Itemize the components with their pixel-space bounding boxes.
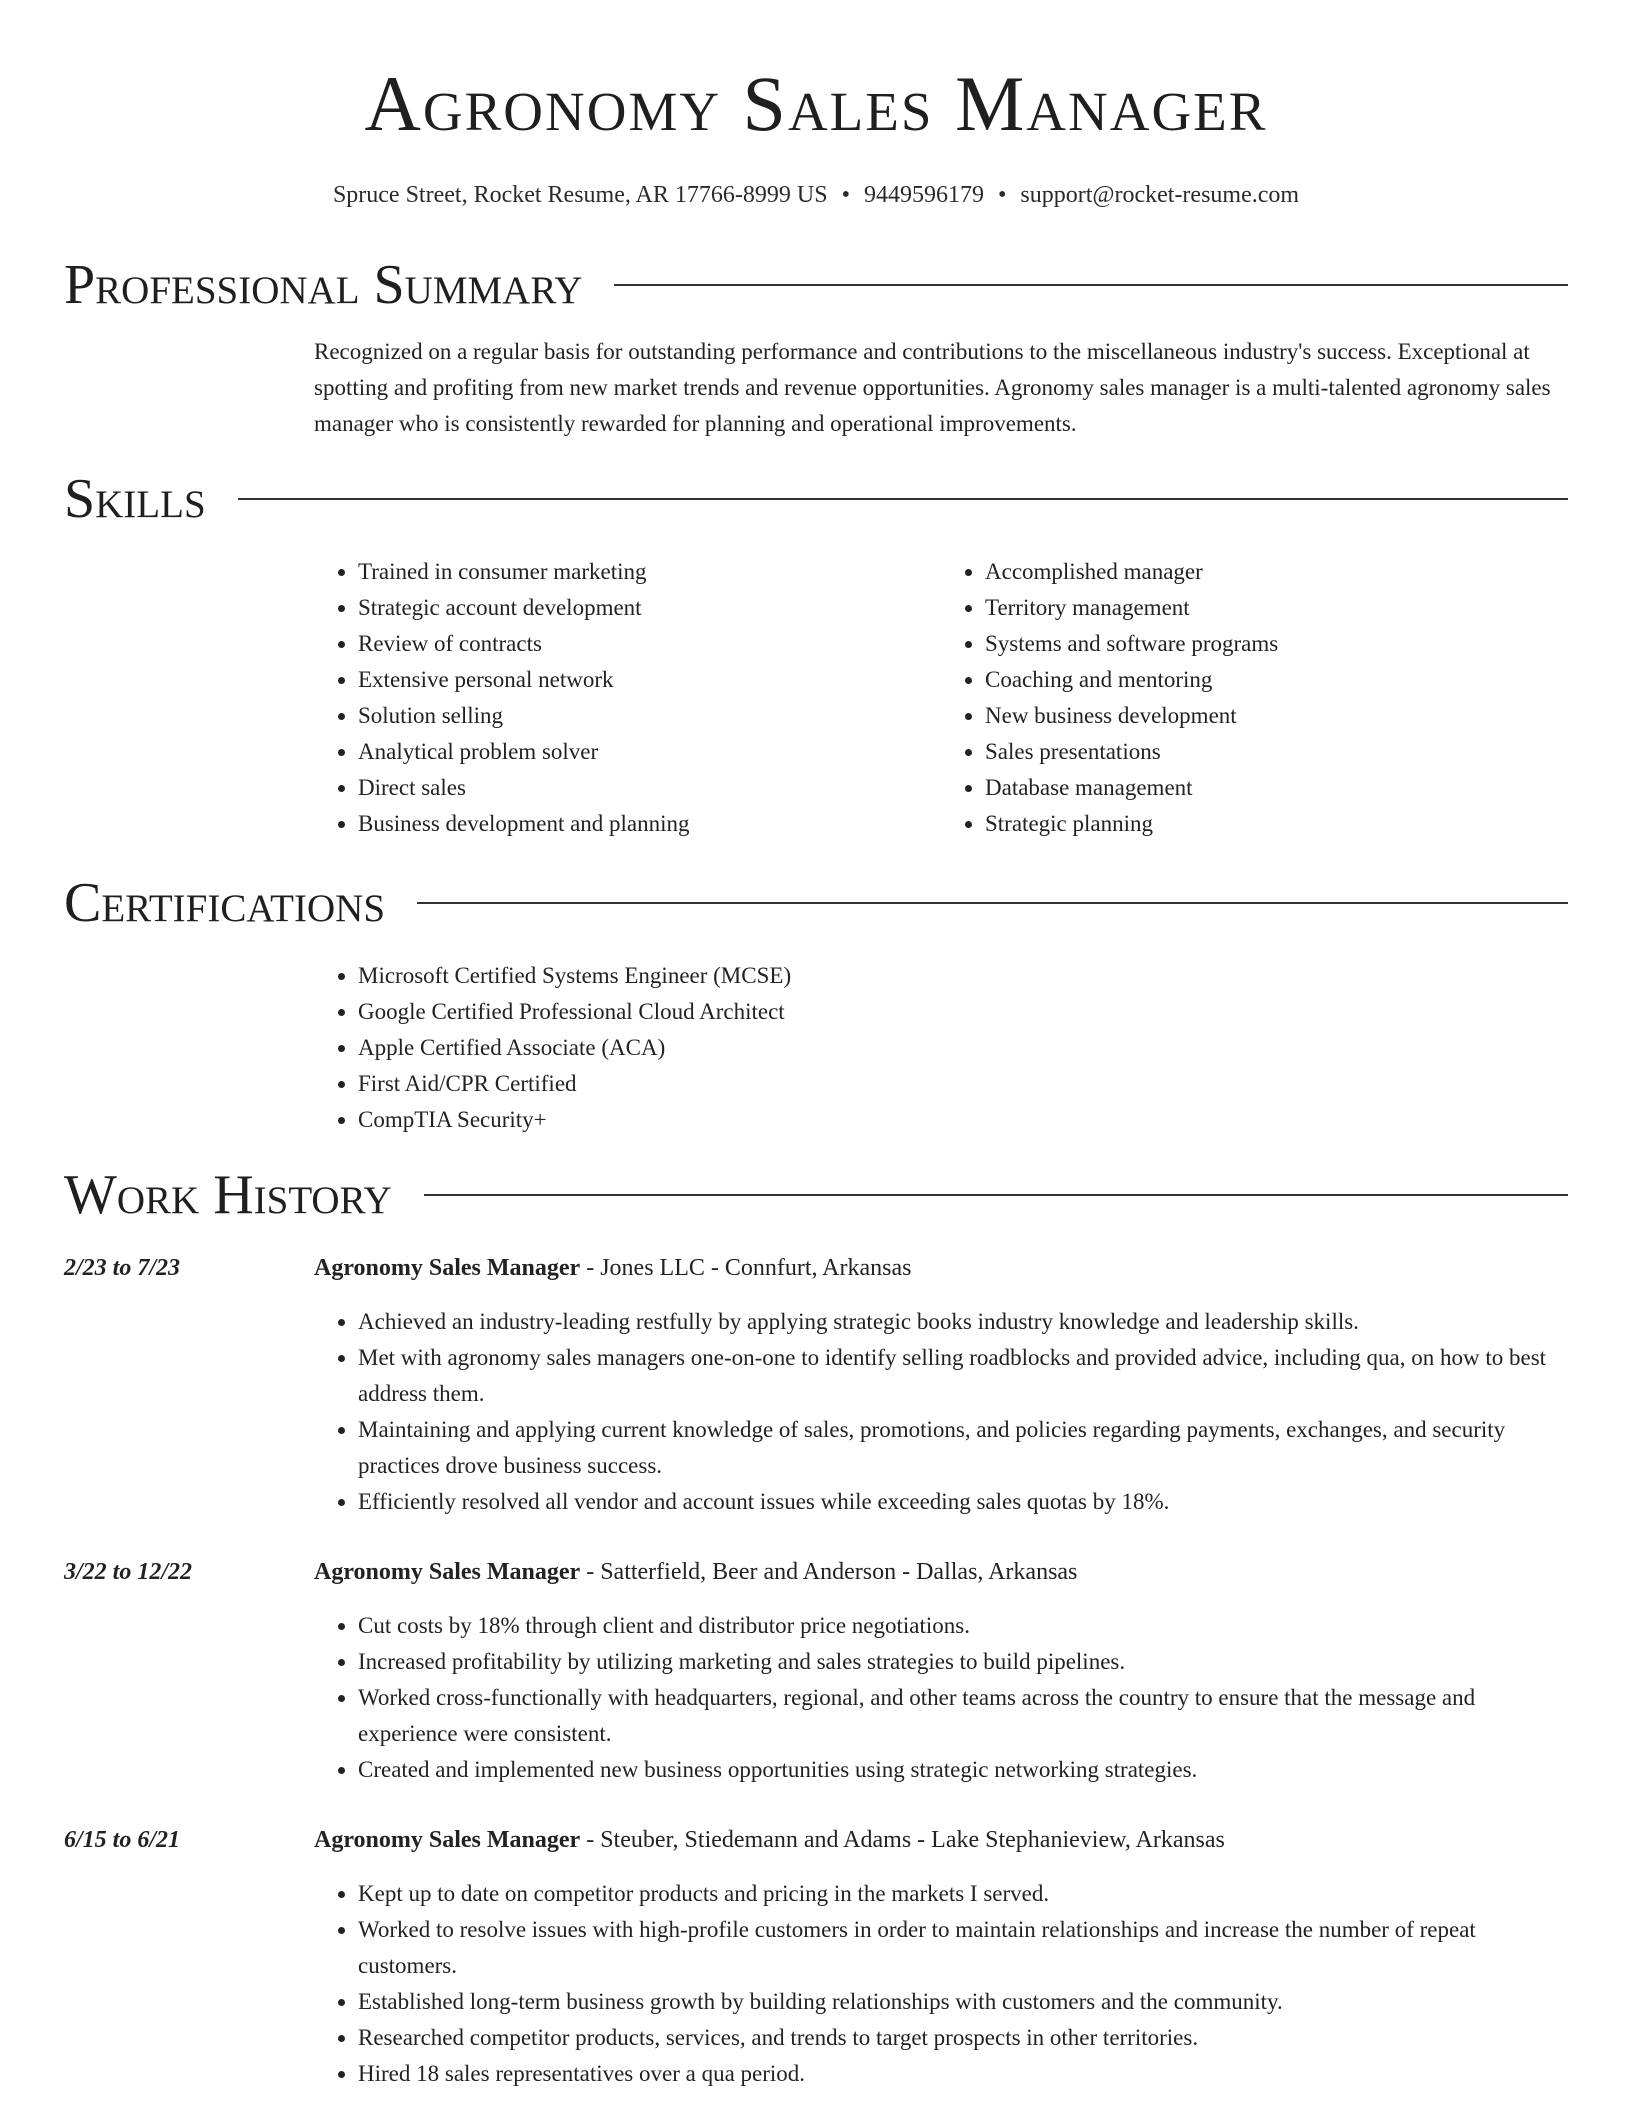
section-divider — [417, 902, 1568, 904]
job-bullet: • Maintaining and applying current knowledge of sales, promotions, and policies regarding payments, exchanges, and security practices drove business success. — [358, 1412, 1568, 1484]
certifications-section-header — [64, 868, 1568, 938]
job-bullet: • Efficiently resolved all vendor and account issues while exceeding sales quotas by 18%. — [358, 1484, 1568, 1520]
job-main — [314, 1822, 1568, 2092]
skills-list-left — [314, 554, 941, 842]
skill-item: • Direct sales — [358, 770, 941, 806]
skill-item: • Business development and planning — [358, 806, 941, 842]
job-role: Agronomy Sales Manager — [314, 1559, 581, 1585]
skills-title: Skills — [64, 468, 206, 530]
job-bullet: • Established long-term business growth by building relationships with customers and the community. — [358, 1984, 1568, 2020]
summary-title: Professional Summary — [64, 254, 583, 316]
skill-item: • New business development — [985, 698, 1568, 734]
certifications-body — [314, 958, 1568, 1138]
job-bullets — [314, 1304, 1568, 1520]
job-entry — [64, 1554, 1568, 1788]
job-bullet: • Hired 18 sales representatives over a qua period. — [358, 2056, 1568, 2092]
job-bullet: • Kept up to date on competitor products and pricing in the markets I served. — [358, 1876, 1568, 1912]
certifications-title: Certifications — [64, 872, 386, 934]
skills-list-right — [941, 554, 1568, 842]
skill-item: • Extensive personal network — [358, 662, 941, 698]
section-divider — [238, 498, 1568, 500]
job-bullet: • Worked cross-functionally with headquarters, regional, and other teams across the country to ensure that the message and experience were consistent. — [358, 1680, 1568, 1752]
address: Spruce Street, Rocket Resume, AR 17766-8999 US — [332, 182, 828, 208]
skill-item: • Systems and software programs — [985, 626, 1568, 662]
job-main — [314, 1554, 1568, 1788]
summary-section-header — [64, 250, 1568, 320]
job-company-location: - Steuber, Stiedemann and Adams - Lake Stephanieview, Arkansas — [580, 1827, 1225, 1853]
skill-item: • Database management — [985, 770, 1568, 806]
phone: 9449596179 — [863, 182, 984, 208]
job-entry — [64, 1822, 1568, 2092]
job-heading — [314, 1250, 1568, 1286]
job-main — [314, 1250, 1568, 1520]
certification-item: • First Aid/CPR Certified — [358, 1066, 1568, 1102]
skill-item: • Territory management — [985, 590, 1568, 626]
certification-item: • Apple Certified Associate (ACA) — [358, 1030, 1568, 1066]
skills-columns — [314, 554, 1568, 842]
skill-item: • Sales presentations — [985, 734, 1568, 770]
job-bullet: • Researched competitor products, services, and trends to target prospects in other territories. — [358, 2020, 1568, 2056]
job-heading — [314, 1822, 1568, 1858]
job-role: Agronomy Sales Manager — [314, 1255, 581, 1281]
section-divider — [424, 1194, 1568, 1196]
certification-item: • Google Certified Professional Cloud Architect — [358, 994, 1568, 1030]
skill-item: • Review of contracts — [358, 626, 941, 662]
skill-item: • Accomplished manager — [985, 554, 1568, 590]
skill-item: • Strategic planning — [985, 806, 1568, 842]
work-section-header — [64, 1160, 1568, 1230]
job-bullet: • Increased profitability by utilizing marketing and sales strategies to build pipelines. — [358, 1644, 1568, 1680]
job-heading — [314, 1554, 1568, 1590]
job-dates: 3/22 to 12/22 — [64, 1559, 193, 1585]
job-dates: 2/23 to 7/23 — [64, 1255, 181, 1281]
skill-item: • Strategic account development — [358, 590, 941, 626]
summary-text: Recognized on a regular basis for outstanding performance and contributions to the miscellaneous industry's success. Exceptional at spotting and profiting from new market trends and revenue opportunities. Agronomy sales manager is a multi-talented agronomy sales manager who is consistently rewarded for planning and operational improvements. — [314, 339, 1551, 436]
email: support@rocket-resume.com — [1020, 182, 1300, 208]
job-bullet: • Cut costs by 18% through client and distributor price negotiations. — [358, 1608, 1568, 1644]
job-company-location: - Jones LLC - Connfurt, Arkansas — [580, 1255, 912, 1281]
skill-item: • Trained in consumer marketing — [358, 554, 941, 590]
job-bullet: • Met with agronomy sales managers one-on-one to identify selling roadblocks and provided advice, including qua, on how to best address them. — [358, 1340, 1568, 1412]
work-title: Work History — [64, 1164, 392, 1226]
contact-separator: • — [997, 182, 1007, 208]
job-list — [64, 1250, 1568, 2092]
job-dates: 6/15 to 6/21 — [64, 1827, 181, 1853]
section-divider — [614, 284, 1568, 286]
certifications-list — [314, 958, 1568, 1138]
certification-item: • Microsoft Certified Systems Engineer (MCSE) — [358, 958, 1568, 994]
job-bullet: • Achieved an industry-leading restfully by applying strategic books industry knowledge and leadership skills. — [358, 1304, 1568, 1340]
contact-line — [64, 180, 1568, 210]
job-bullet: • Worked to resolve issues with high-profile customers in order to maintain relationships and increase the number of repeat customers. — [358, 1912, 1568, 1984]
skill-item: • Coaching and mentoring — [985, 662, 1568, 698]
job-entry — [64, 1250, 1568, 1520]
job-company-location: - Satterfield, Beer and Anderson - Dallas, Arkansas — [580, 1559, 1078, 1585]
candidate-name: Agronomy Sales Manager — [364, 60, 1268, 147]
job-bullet: • Created and implemented new business opportunities using strategic networking strategies. — [358, 1752, 1568, 1788]
job-bullets — [314, 1608, 1568, 1788]
contact-separator: • — [841, 182, 850, 208]
job-role: Agronomy Sales Manager — [314, 1827, 581, 1853]
job-bullets — [314, 1876, 1568, 2092]
skill-item: • Solution selling — [358, 698, 941, 734]
skill-item: • Analytical problem solver — [358, 734, 941, 770]
skills-section-header — [64, 464, 1568, 534]
certification-item: • CompTIA Security+ — [358, 1102, 1568, 1138]
